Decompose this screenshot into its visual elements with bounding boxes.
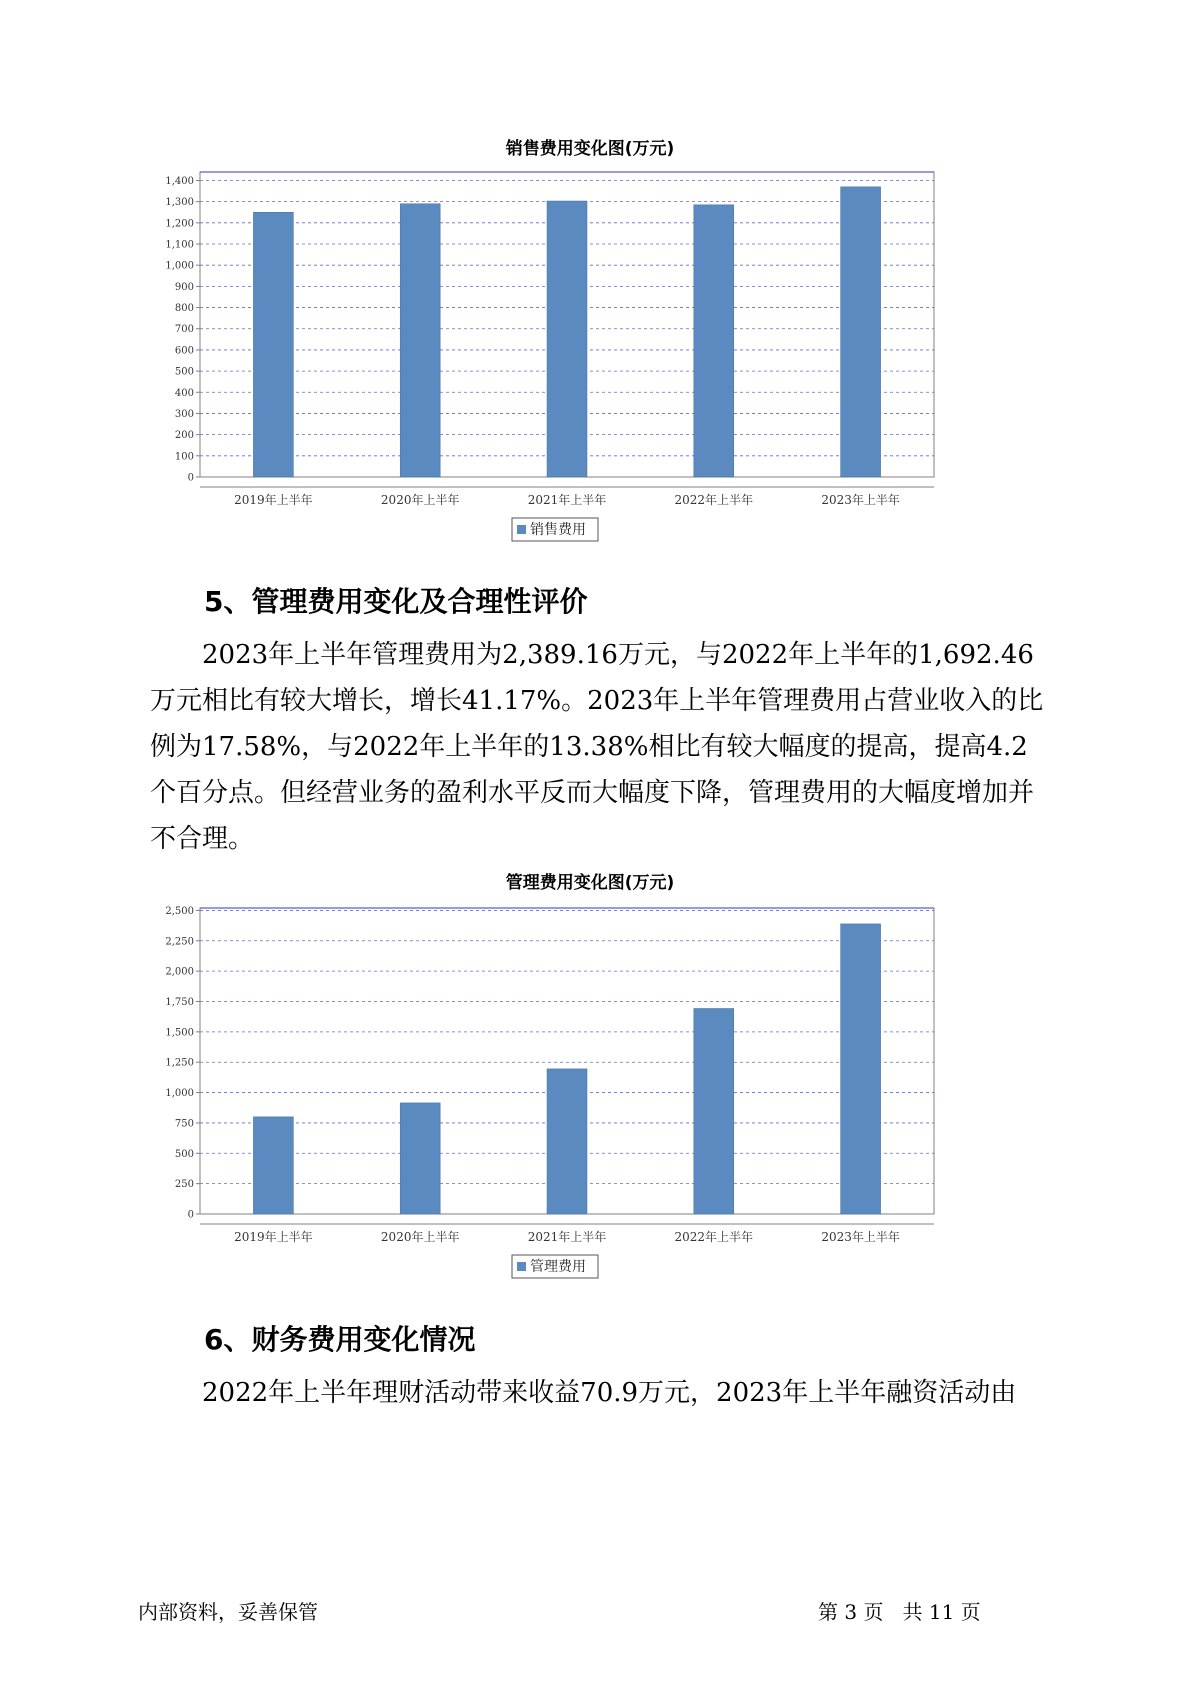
x-tick-label: 2023年上半年 (821, 1230, 900, 1244)
bar (694, 1008, 734, 1214)
y-tick-label: 1,400 (165, 175, 194, 187)
chart-title: 销售费用变化图(万元) (505, 139, 675, 159)
x-tick-label: 2021年上半年 (527, 493, 607, 507)
footer-page-number: 第 3 页 共 11 页 (818, 1600, 981, 1624)
y-tick-label: 1,000 (165, 1088, 194, 1100)
y-tick-label: 300 (174, 408, 194, 420)
y-tick-label: 250 (174, 1179, 194, 1191)
x-tick-label: 2020年上半年 (380, 1230, 460, 1244)
y-tick-label: 900 (174, 281, 194, 293)
x-tick-label: 2023年上半年 (821, 493, 900, 507)
x-tick-label: 2019年上半年 (234, 493, 313, 507)
bar (253, 1117, 293, 1214)
x-tick-label: 2022年上半年 (674, 1230, 754, 1244)
x-tick-label: 2020年上半年 (380, 493, 460, 507)
bar (547, 1069, 587, 1214)
footer-confidential-note: 内部资料，妥善保管 (138, 1600, 318, 1624)
y-tick-label: 400 (174, 387, 194, 399)
section-6-paragraph: 2022年上半年理财活动带来收益70.9万元，2023年上半年融资活动由 (202, 1378, 1017, 1408)
legend-label: 管理费用 (530, 1259, 586, 1275)
y-tick-label: 500 (174, 366, 194, 378)
section-5-paragraph: 2023年上半年管理费用为2,389.16万元，与2022年上半年的1,692.46万元相比有较大增长，增长41.17%。2023年上半年管理费用占营业收入的比例为17.58%，与2022年上半年的13.38%相比有较大幅度的提高，提高4.2个百分点。但经营业务的盈利水平反而大幅度下降，管理费用的大幅度增加并不合理。 (150, 640, 1044, 854)
bar (841, 187, 881, 477)
bar (400, 204, 440, 477)
y-tick-label: 500 (174, 1148, 194, 1160)
bar (253, 212, 293, 477)
x-tick-label: 2021年上半年 (527, 1230, 607, 1244)
y-tick-label: 700 (174, 324, 194, 336)
bar (547, 201, 587, 477)
y-tick-label: 750 (174, 1118, 194, 1130)
legend-swatch (517, 525, 526, 534)
y-tick-label: 1,500 (165, 1027, 194, 1039)
y-tick-label: 600 (174, 345, 194, 357)
y-tick-label: 2,000 (165, 966, 194, 978)
sales-expense-chart-svg (150, 128, 1030, 548)
y-tick-label: 200 (174, 430, 194, 442)
bar (694, 205, 734, 477)
section-6-heading: 6、财务费用变化情况 (204, 1323, 476, 1356)
y-tick-label: 2,250 (165, 936, 194, 948)
y-tick-label: 1,750 (165, 997, 194, 1008)
bar (841, 924, 881, 1214)
y-tick-label: 0 (187, 472, 194, 484)
x-tick-label: 2019年上半年 (234, 1230, 313, 1244)
y-tick-label: 100 (174, 451, 194, 463)
y-tick-label: 1,200 (165, 218, 194, 230)
sales-expense-chart (150, 128, 1030, 548)
admin-expense-chart (150, 862, 1030, 1286)
y-tick-label: 0 (187, 1209, 194, 1221)
y-tick-label: 1,250 (165, 1057, 194, 1069)
x-tick-label: 2022年上半年 (674, 493, 754, 507)
admin-expense-chart-svg (150, 862, 1030, 1286)
section-5-heading: 5、管理费用变化及合理性评价 (204, 585, 588, 618)
y-tick-label: 2,500 (165, 905, 194, 917)
legend-label: 销售费用 (530, 522, 586, 538)
chart-title: 管理费用变化图(万元) (505, 873, 675, 893)
legend-swatch (517, 1262, 526, 1271)
y-tick-label: 800 (174, 303, 194, 315)
y-tick-label: 1,100 (165, 239, 194, 251)
y-tick-label: 1,300 (165, 197, 194, 209)
bar (400, 1103, 440, 1214)
y-tick-label: 1,000 (165, 260, 194, 272)
